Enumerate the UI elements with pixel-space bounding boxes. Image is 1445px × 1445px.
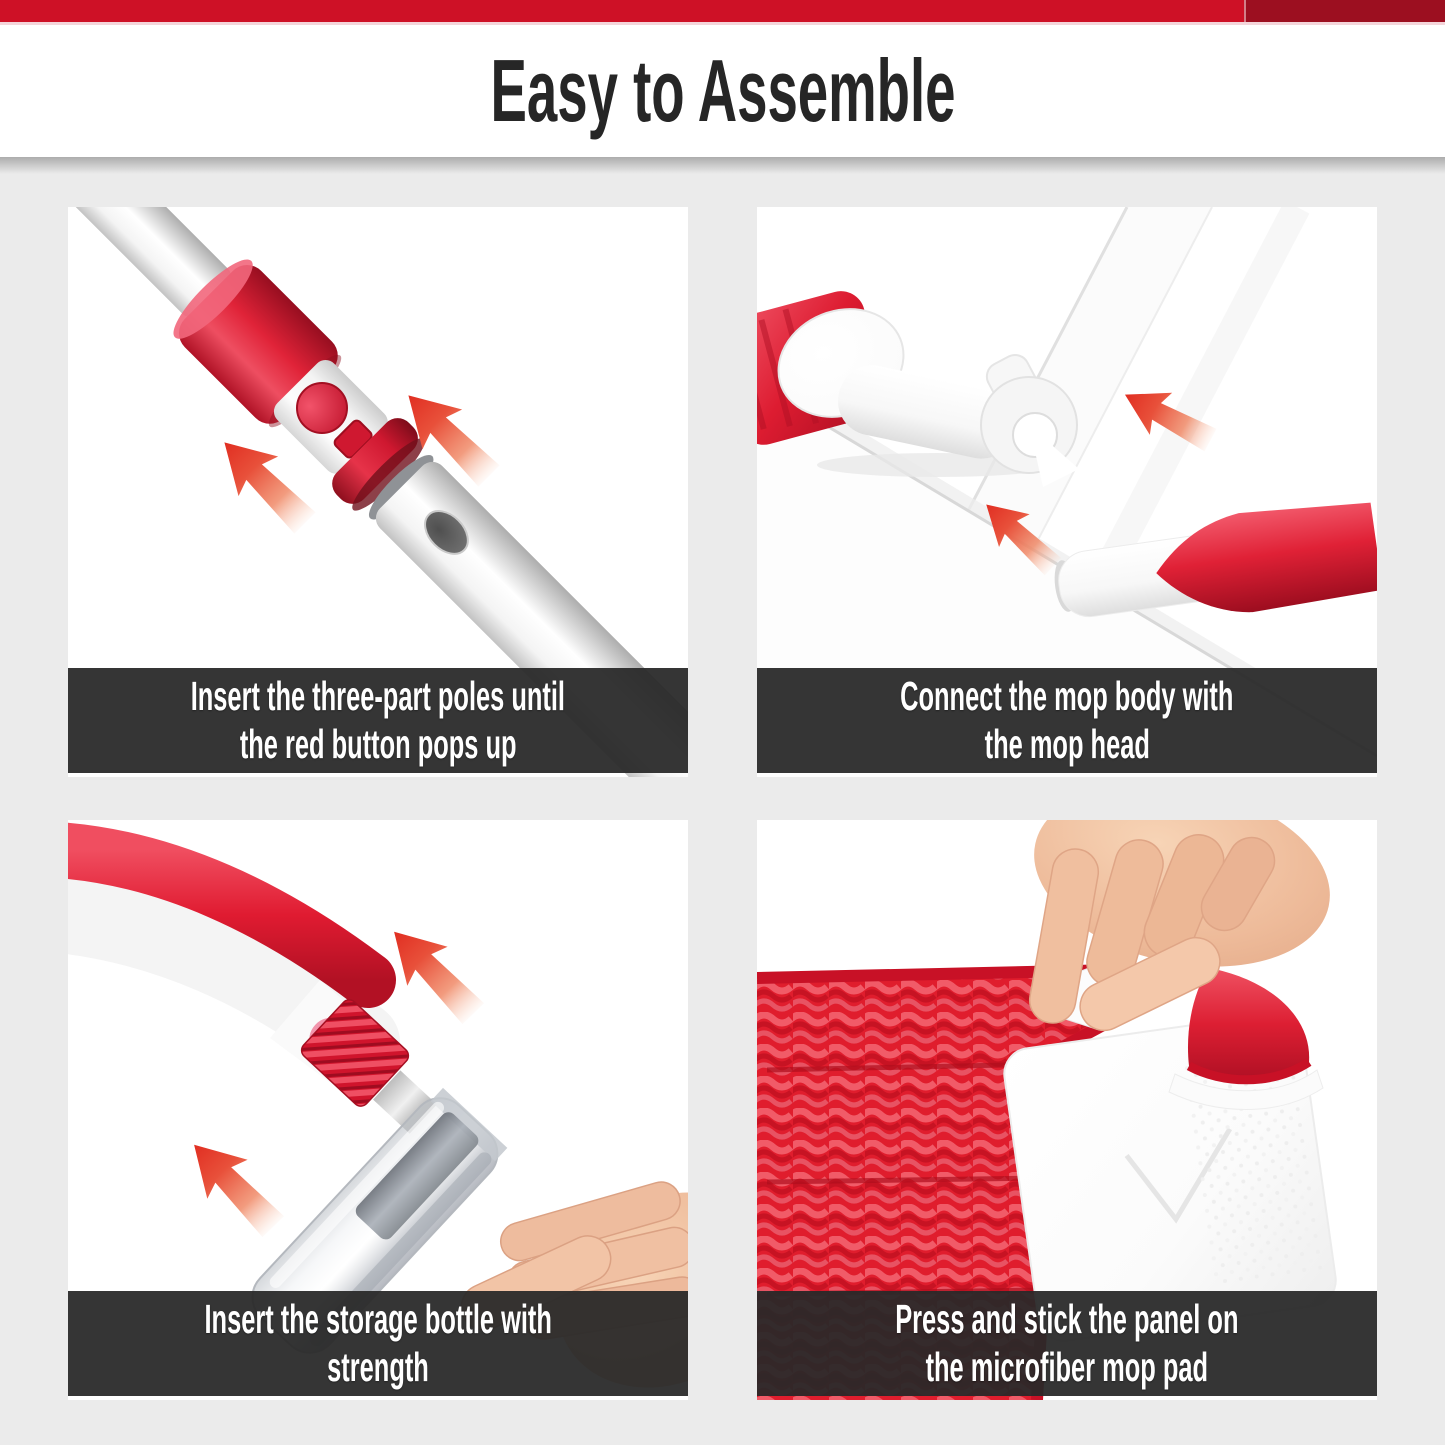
caption-line: the microfiber mop pad — [925, 1344, 1209, 1390]
top-accent-bar — [0, 0, 1445, 22]
caption-bar — [68, 1291, 688, 1396]
assembly-step-panel-insert-bottle — [68, 820, 688, 1400]
caption-line: Insert the storage bottle with — [204, 1296, 552, 1342]
caption-line: strength — [327, 1344, 429, 1390]
assembly-step-panel-stick-pad — [757, 820, 1377, 1400]
assembly-step-panel-insert-poles — [68, 207, 688, 777]
caption-line: Press and stick the panel on — [895, 1296, 1239, 1342]
caption-bar — [68, 668, 688, 773]
top-accent-bar-dark-segment — [1244, 0, 1445, 22]
caption-bar — [757, 668, 1377, 773]
caption-line: Insert the three-part poles until — [190, 673, 566, 719]
caption-bar — [757, 1291, 1377, 1396]
caption-line: the red button pops up — [239, 721, 517, 767]
header — [0, 25, 1445, 157]
page-title: Easy to Assemble — [489, 41, 955, 140]
caption-line: Connect the mop body with — [900, 673, 1234, 719]
assembly-step-panel-connect-mop-head — [757, 207, 1377, 777]
caption-line: the mop head — [984, 721, 1150, 767]
header-shadow — [0, 157, 1445, 174]
